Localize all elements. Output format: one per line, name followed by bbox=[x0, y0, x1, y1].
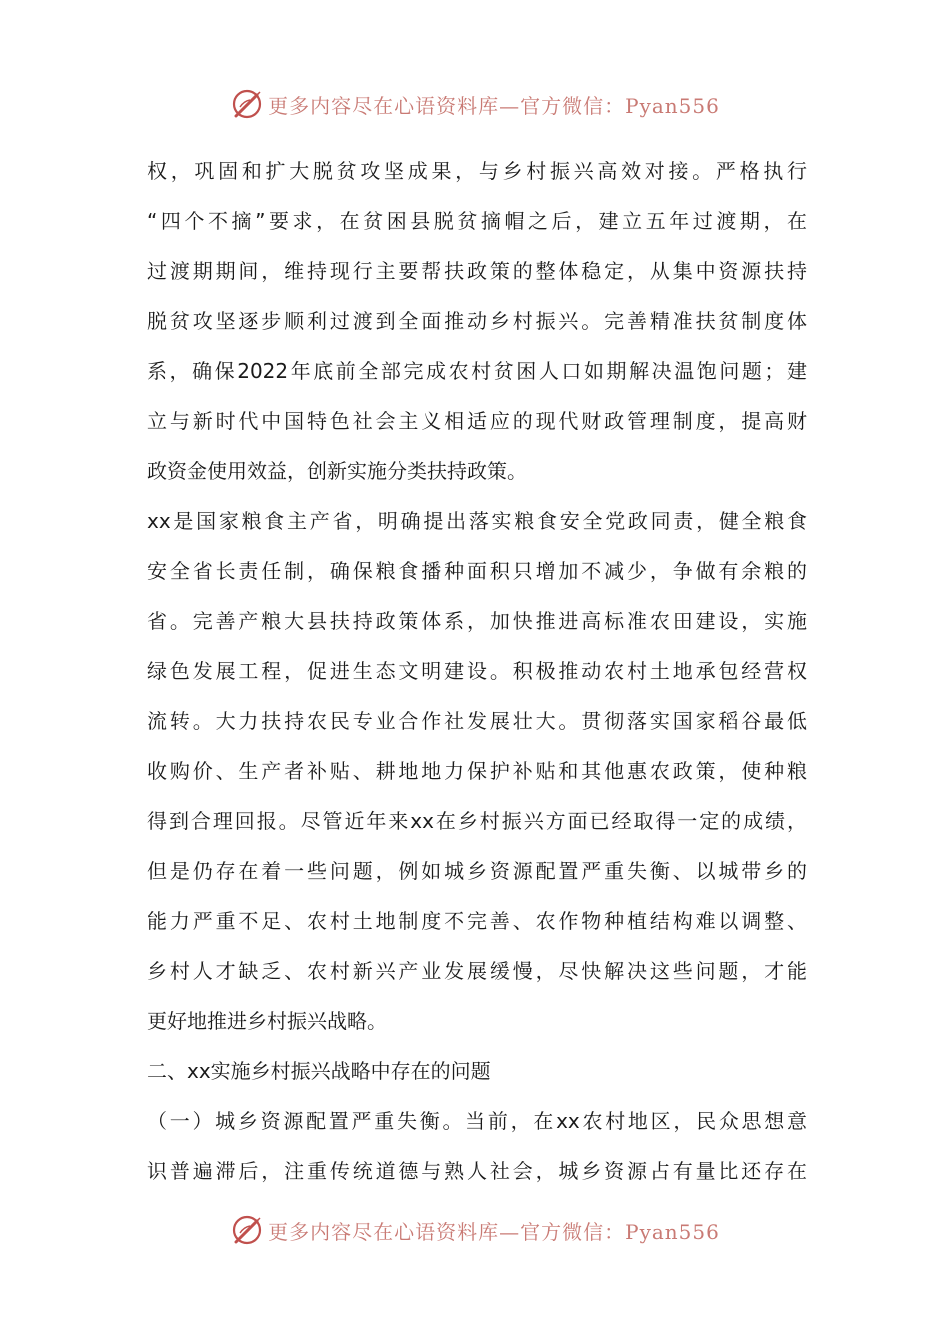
text-line: 安全省长责任制，确保粮食播种面积只增加不减少，争做有余粮的 bbox=[147, 559, 807, 583]
footer-watermark-text: 更多内容尽在心语资料库—官方微信：Pyan556 bbox=[268, 1219, 720, 1244]
text-line: 但是仍存在着一些问题，例如城乡资源配置严重失衡、以城带乡的 bbox=[147, 859, 807, 883]
text-line: 政资金使用效益，创新实施分类扶持政策。 bbox=[147, 459, 527, 483]
text-line: “四个不摘”要求，在贫困县脱贫摘帽之后，建立五年过渡期，在 bbox=[147, 209, 807, 233]
text-line: 收购价、生产者补贴、耕地地力保护补贴和其他惠农政策，使种粮 bbox=[147, 759, 807, 783]
footer-watermark bbox=[0, 1210, 950, 1250]
text-line: 能力严重不足、农村土地制度不完善、农作物种植结构难以调整、 bbox=[147, 909, 807, 933]
text-line: 脱贫攻坚逐步顺利过渡到全面推动乡村振兴。完善精准扶贫制度体 bbox=[147, 309, 807, 333]
header-watermark-text: 更多内容尽在心语资料库—官方微信：Pyan556 bbox=[268, 93, 720, 118]
document-body bbox=[147, 146, 807, 1196]
pen-logo-icon bbox=[230, 1213, 264, 1247]
text-line: xx是国家粮食主产省，明确提出落实粮食安全党政同责，健全粮食 bbox=[147, 509, 807, 533]
text-line: 识普遍滞后，注重传统道德与熟人社会，城乡资源占有量比还存在 bbox=[147, 1159, 807, 1183]
text-line: 得到合理回报。尽管近年来xx在乡村振兴方面已经取得一定的成绩， bbox=[147, 809, 807, 833]
pen-logo-icon bbox=[230, 87, 264, 121]
text-line: 系，确保2022年底前全部完成农村贫困人口如期解决温饱问题；建 bbox=[147, 359, 807, 383]
text-line: 过渡期期间，维持现行主要帮扶政策的整体稳定，从集中资源扶持 bbox=[147, 259, 807, 283]
text-line: 流转。大力扶持农民专业合作社发展壮大。贯彻落实国家稻谷最低 bbox=[147, 709, 807, 733]
header-watermark bbox=[0, 84, 950, 124]
text-line: 立与新时代中国特色社会主义相适应的现代财政管理制度，提高财 bbox=[147, 409, 807, 433]
section-heading: 二、xx实施乡村振兴战略中存在的问题 bbox=[147, 1059, 491, 1083]
text-line: 省。完善产粮大县扶持政策体系，加快推进高标准农田建设，实施 bbox=[147, 609, 807, 633]
text-line: 乡村人才缺乏、农村新兴产业发展缓慢，尽快解决这些问题，才能 bbox=[147, 959, 807, 983]
text-line: 更好地推进乡村振兴战略。 bbox=[147, 1009, 387, 1033]
text-line: （一）城乡资源配置严重失衡。当前，在xx农村地区，民众思想意 bbox=[147, 1109, 807, 1133]
text-line: 权，巩固和扩大脱贫攻坚成果，与乡村振兴高效对接。严格执行 bbox=[147, 159, 807, 183]
text-line: 绿色发展工程，促进生态文明建设。积极推动农村土地承包经营权 bbox=[147, 659, 807, 683]
